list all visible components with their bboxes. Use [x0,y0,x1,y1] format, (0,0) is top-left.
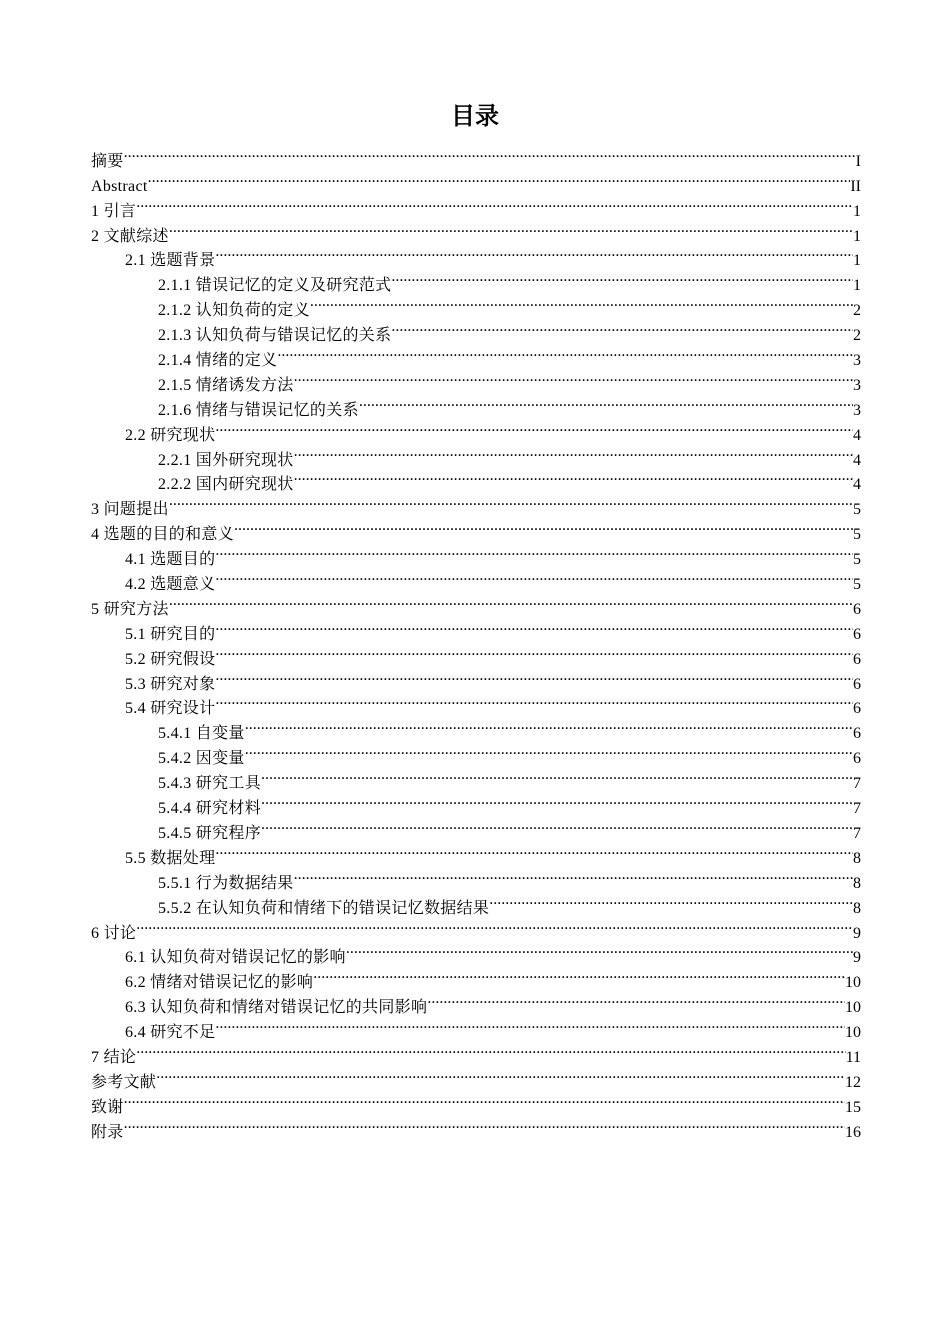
toc-entry-label: 2.1 选题背景 [125,252,216,270]
toc-entry-label: 6 讨论 [91,924,137,942]
toc-entry-label: 致谢 [91,1098,124,1116]
toc-dot-leader [215,415,853,440]
toc-dot-leader [261,813,853,838]
toc-dot-leader [169,216,853,241]
toc-dot-leader [261,788,853,813]
toc-entry-label: 2 文献综述 [91,227,169,245]
toc-dot-leader [245,738,853,763]
toc-entry[interactable] [91,514,861,544]
toc-dot-leader [136,1037,845,1062]
toc-entry-page-number: 5 [853,501,861,519]
toc-entry-page-number: 10 [845,999,861,1017]
toc-entry-page-number: I [855,152,861,170]
toc-entry-page-number: 7 [853,824,861,842]
toc-entry-label: 5.4.1 自变量 [158,725,245,743]
toc-entry-page-number: 1 [853,252,861,270]
toc-entry-page-number: 5 [853,526,861,544]
toc-entry-label: 5.1 研究目的 [125,625,216,643]
toc-dot-leader [261,763,853,788]
toc-entry[interactable] [91,913,861,942]
toc-dot-leader [215,614,853,639]
toc-entry-page-number: 10 [845,1024,861,1042]
toc-entry-label: Abstract [91,177,148,195]
toc-dot-leader [245,713,853,738]
toc-entry-label: 5.3 研究对象 [125,675,216,693]
toc-entry-label: 6.3 认知负荷和情绪对错误记忆的共同影响 [125,999,428,1017]
toc-dot-leader [313,962,845,987]
toc-entry-page-number: 15 [845,1098,861,1116]
toc-entry-page-number: 6 [853,750,861,768]
toc-entry-page-number: 5 [853,551,861,569]
toc-entry-page-number: 3 [853,376,861,394]
toc-entry-label: 5 研究方法 [91,600,169,618]
toc-entry-label: 4.1 选题目的 [125,551,216,569]
toc-entry-label: 2.1.2 认知负荷的定义 [158,302,310,320]
toc-entry[interactable] [91,241,861,270]
toc-dot-leader [294,863,853,888]
toc-entry-page-number: II [850,177,861,195]
toc-entry-page-number: 6 [853,600,861,618]
toc-entry-page-number: 1 [853,227,861,245]
toc-entry-label: 参考文献 [91,1073,157,1091]
toc-entry-label: 6.1 认知负荷对错误记忆的影响 [125,949,346,967]
toc-dot-leader [359,390,853,415]
toc-entry-label: 3 问题提出 [91,501,169,519]
toc-dot-leader [215,689,853,714]
toc-dot-leader [124,141,856,166]
toc-entry-page-number: 3 [853,401,861,419]
toc-entry-page-number: 8 [853,899,861,917]
toc-dot-leader [294,365,853,390]
toc-entry-page-number: 8 [853,849,861,867]
toc-entry-page-number: 11 [845,1048,861,1066]
toc-entry-page-number: 1 [853,277,861,295]
toc-entry-label: 5.5.1 行为数据结果 [158,874,294,892]
toc-dot-leader [124,1112,845,1137]
toc-entry-label: 5.4 研究设计 [125,700,216,718]
toc-entry-label: 2.1.1 错误记忆的定义及研究范式 [158,277,392,295]
toc-entry[interactable] [91,166,861,195]
toc-entry-page-number: 16 [845,1123,861,1141]
toc-entry-label: 1 引言 [91,202,137,220]
toc-dot-leader [169,489,853,514]
toc-entry-label: 5.5 数据处理 [125,849,216,867]
toc-entry-label: 2.2.2 国内研究现状 [158,476,294,494]
toc-entry-page-number: 9 [853,949,861,967]
toc-dot-leader [310,290,853,315]
toc-dot-leader [215,639,853,664]
toc-entry-page-number: 7 [853,800,861,818]
toc-dot-leader [169,589,853,614]
toc-entry[interactable] [91,489,861,519]
toc-entry[interactable] [91,614,861,643]
toc-entry[interactable] [91,1087,861,1116]
toc-dot-leader [156,1062,845,1087]
toc-entry-label: 附录 [91,1123,124,1141]
toc-dot-leader [124,1087,845,1112]
toc-dot-leader [427,987,845,1012]
toc-entry-label: 5.5.2 在认知负荷和情绪下的错误记忆数据结果 [158,899,490,917]
toc-entry-page-number: 10 [845,974,861,992]
toc-entry-page-number: 9 [853,924,861,942]
toc-entry-label: 2.2.1 国外研究现状 [158,451,294,469]
toc-entry-label: 5.4.2 因变量 [158,750,245,768]
toc-entry-label: 2.1.4 情绪的定义 [158,352,278,370]
toc-entry-page-number: 4 [853,426,861,444]
toc-entry-page-number: 12 [845,1073,861,1091]
toc-dot-leader [294,465,853,490]
toc-dot-leader [215,838,853,863]
toc-dot-leader [391,265,853,290]
toc-entry-label: 5.4.4 研究材料 [158,800,261,818]
toc-dot-leader [234,514,853,539]
toc-title: 目录 [451,102,499,130]
toc-dot-leader [277,340,853,365]
toc-entry-page-number: 2 [853,302,861,320]
toc-dot-leader [215,241,853,266]
toc-dot-leader [136,191,853,216]
toc-entry-label: 2.2 研究现状 [125,426,216,444]
toc-entry-label: 7 结论 [91,1048,137,1066]
toc-dot-leader [136,913,853,938]
toc-dot-leader [215,564,853,589]
toc-entry[interactable] [91,191,861,220]
toc-dot-leader [215,1012,845,1037]
toc-entry-page-number: 3 [853,352,861,370]
toc-entry[interactable] [91,216,861,245]
toc-entry-label: 5.4.5 研究程序 [158,824,261,842]
toc-entry-label: 6.2 情绪对错误记忆的影响 [125,974,314,992]
toc-entry[interactable] [91,1037,861,1066]
toc-entry[interactable] [91,589,861,618]
toc-dot-leader [215,539,853,564]
toc-entry[interactable] [91,1112,861,1141]
toc-entry-label: 摘要 [91,152,124,170]
toc-dot-leader [489,888,853,913]
toc-entry-label: 5.2 研究假设 [125,650,216,668]
toc-entry-label: 2.1.3 认知负荷与错误记忆的关系 [158,327,392,345]
toc-entry-label: 5.4.3 研究工具 [158,775,261,793]
toc-entry[interactable] [91,141,861,170]
toc-entry-page-number: 7 [853,775,861,793]
toc-entry-page-number: 4 [853,476,861,494]
toc-dot-leader [215,664,853,689]
toc-entry-page-number: 1 [853,202,861,220]
toc-entry-label: 2.1.5 情绪诱发方法 [158,376,294,394]
toc-entry-label: 4.2 选题意义 [125,576,216,594]
toc-entry-label: 4 选题的目的和意义 [91,526,235,544]
toc-entry-label: 2.1.6 情绪与错误记忆的关系 [158,401,359,419]
toc-entry-page-number: 6 [853,675,861,693]
toc-list [91,141,861,1141]
toc-dot-leader [346,938,853,963]
toc-entry-page-number: 6 [853,725,861,743]
toc-entry-page-number: 6 [853,625,861,643]
toc-entry[interactable] [91,1062,861,1091]
toc-entry-page-number: 6 [853,700,861,718]
toc-entry-page-number: 4 [853,451,861,469]
toc-entry-page-number: 2 [853,327,861,345]
toc-entry-label: 6.4 研究不足 [125,1024,216,1042]
toc-entry-page-number: 5 [853,576,861,594]
toc-dot-leader [148,166,851,191]
toc-entry-page-number: 6 [853,650,861,668]
toc-entry-page-number: 8 [853,874,861,892]
toc-entry[interactable] [91,938,861,967]
toc-dot-leader [294,440,853,465]
toc-dot-leader [391,315,853,340]
